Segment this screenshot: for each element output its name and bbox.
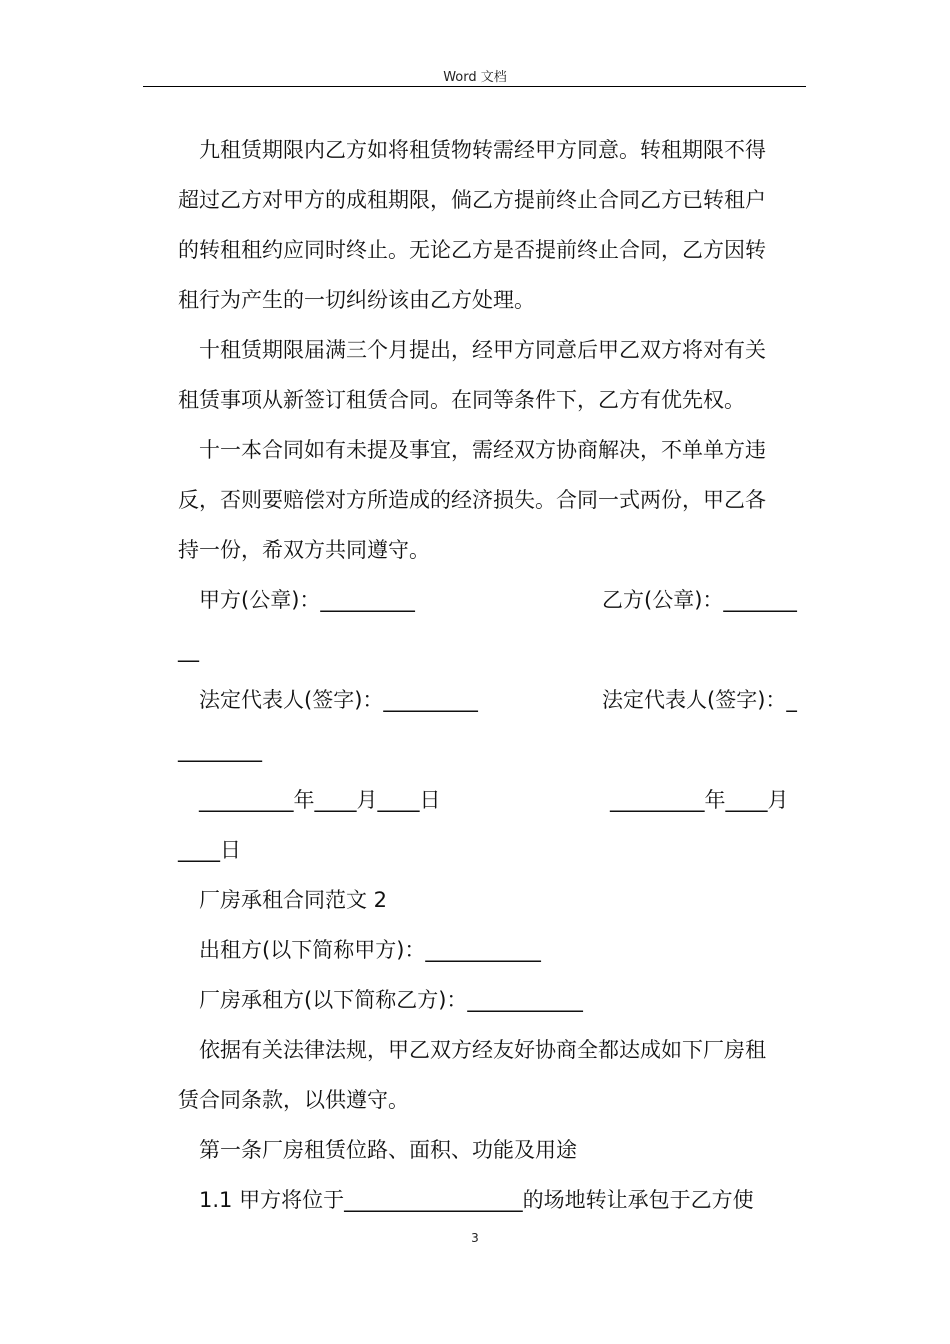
paragraph-line: 九租赁期限内乙方如将租赁物转需经甲方同意。转租期限不得 xyxy=(178,138,766,162)
paragraph-line: 租行为产生的一切纠纷该由乙方处理。 xyxy=(178,288,535,312)
party-a-representative: 法定代表人(签字)：_________ xyxy=(178,688,478,712)
paragraph-line: 赁合同条款，以供遵守。 xyxy=(178,1088,409,1112)
paragraph-line: 反，否则要赔偿对方所造成的经济损失。合同一式两份，甲乙各 xyxy=(178,488,766,512)
lessee-line: 厂房承租方(以下简称乙方)：___________ xyxy=(178,988,583,1012)
party-b-representative: 法定代表人(签字)：_ xyxy=(602,688,797,712)
lessor-line: 出租方(以下简称甲方)：___________ xyxy=(178,938,541,962)
party-b-date: _________年____月 xyxy=(610,788,789,812)
paragraph-line: 超过乙方对甲方的成租期限，倘乙方提前终止合同乙方已转租户 xyxy=(178,188,766,212)
paragraph-line: 租赁事项从新签订租赁合同。在同等条件下，乙方有优先权。 xyxy=(178,388,745,412)
party-b-representative-cont: ________ xyxy=(178,738,262,762)
paragraph-line: 十一本合同如有未提及事宜，需经双方协商解决，不单单方违 xyxy=(178,438,766,462)
party-b-seal: 乙方(公章)：_______ xyxy=(602,588,797,612)
party-b-seal-cont: __ xyxy=(178,638,199,662)
paragraph-line: 十租赁期限届满三个月提出，经甲方同意后甲乙双方将对有关 xyxy=(178,338,766,362)
clause-line: 1.1 甲方将位于_________________的场地转让承包于乙方使 xyxy=(178,1188,754,1212)
article-heading: 第一条厂房租赁位路、面积、功能及用途 xyxy=(178,1138,577,1162)
party-a-seal: 甲方(公章)：_________ xyxy=(178,588,415,612)
paragraph-line: 持一份，希双方共同遵守。 xyxy=(178,538,430,562)
paragraph-line: 的转租租约应同时终止。无论乙方是否提前终止合同，乙方因转 xyxy=(178,238,766,262)
page-number: 3 xyxy=(471,1231,479,1245)
header-rule xyxy=(143,86,806,87)
header-title: Word 文档 xyxy=(443,70,507,85)
paragraph-line: 依据有关法律法规，甲乙双方经友好协商全都达成如下厂房租 xyxy=(178,1038,766,1062)
section-title: 厂房承租合同范文 2 xyxy=(178,888,388,912)
party-b-date-cont: ____日 xyxy=(178,838,241,862)
party-a-date: _________年____月____日 xyxy=(178,788,441,812)
